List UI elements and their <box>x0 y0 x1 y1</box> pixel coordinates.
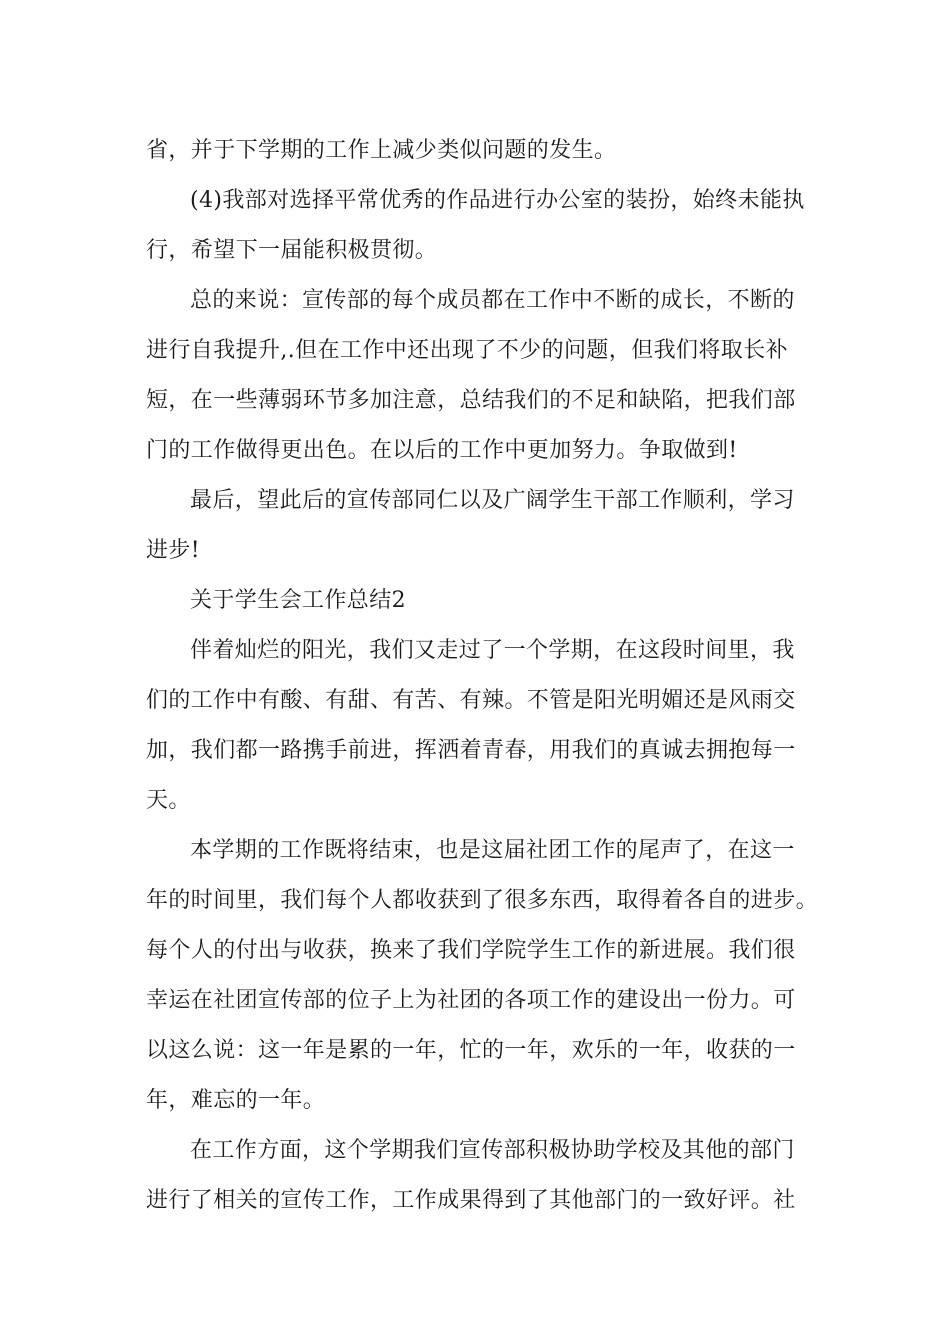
text-line: 伴着灿烂的阳光，我们又走过了一个学期，在这段时间里，我 <box>190 638 795 663</box>
text-line: 进行自我提升,.但在工作中还出现了不少的问题，但我们将取长补 <box>146 338 788 363</box>
text-line: 最后，望此后的宣传部同仁以及广阔学生干部工作顺利，学习 <box>190 488 795 513</box>
text-line: 本学期的工作既将结束，也是这届社团工作的尾声了，在这一 <box>190 838 795 863</box>
text-line: 行，希望下一届能积极贯彻。 <box>146 238 438 263</box>
text-line: 年的时间里，我们每个人都收获到了很多东西，取得着各自的进步。 <box>146 888 819 913</box>
text-line: 门的工作做得更出色。在以后的工作中更加努力。争取做到! <box>146 438 738 463</box>
text-line: 进行了相关的宣传工作，工作成果得到了其他部门的一致好评。社 <box>146 1188 796 1213</box>
text-line: 进步! <box>146 538 201 563</box>
text-line: 省，并于下学期的工作上减少类似问题的发生。 <box>146 138 617 163</box>
section-heading: 关于学生会工作总结2 <box>190 588 406 613</box>
text-line: 总的来说：宣传部的每个成员都在工作中不断的成长，不断的 <box>190 288 795 313</box>
text-line: 短，在一些薄弱环节多加注意，总结我们的不足和缺陷，把我们部 <box>146 388 796 413</box>
text-line: 们的工作中有酸、有甜、有苦、有辣。不管是阳光明媚还是风雨交 <box>146 688 796 713</box>
text-line: 加，我们都一路携手前进，挥洒着青春，用我们的真诚去拥抱每一 <box>146 738 796 763</box>
text-line: 幸运在社团宣传部的位子上为社团的各项工作的建设出一份力。可 <box>146 988 796 1013</box>
text-line: 每个人的付出与收获，换来了我们学院学生工作的新进展。我们很 <box>146 938 796 963</box>
text-line: 以这么说：这一年是累的一年，忙的一年，欢乐的一年，收获的一 <box>146 1038 796 1063</box>
text-line: 在工作方面，这个学期我们宣传部积极协助学校及其他的部门 <box>190 1138 795 1163</box>
text-line: 年，难忘的一年。 <box>146 1088 326 1113</box>
text-line: 天。 <box>146 788 191 813</box>
text-line: (4)我部对选择平常优秀的作品进行办公室的装扮，始终未能执 <box>190 188 805 213</box>
